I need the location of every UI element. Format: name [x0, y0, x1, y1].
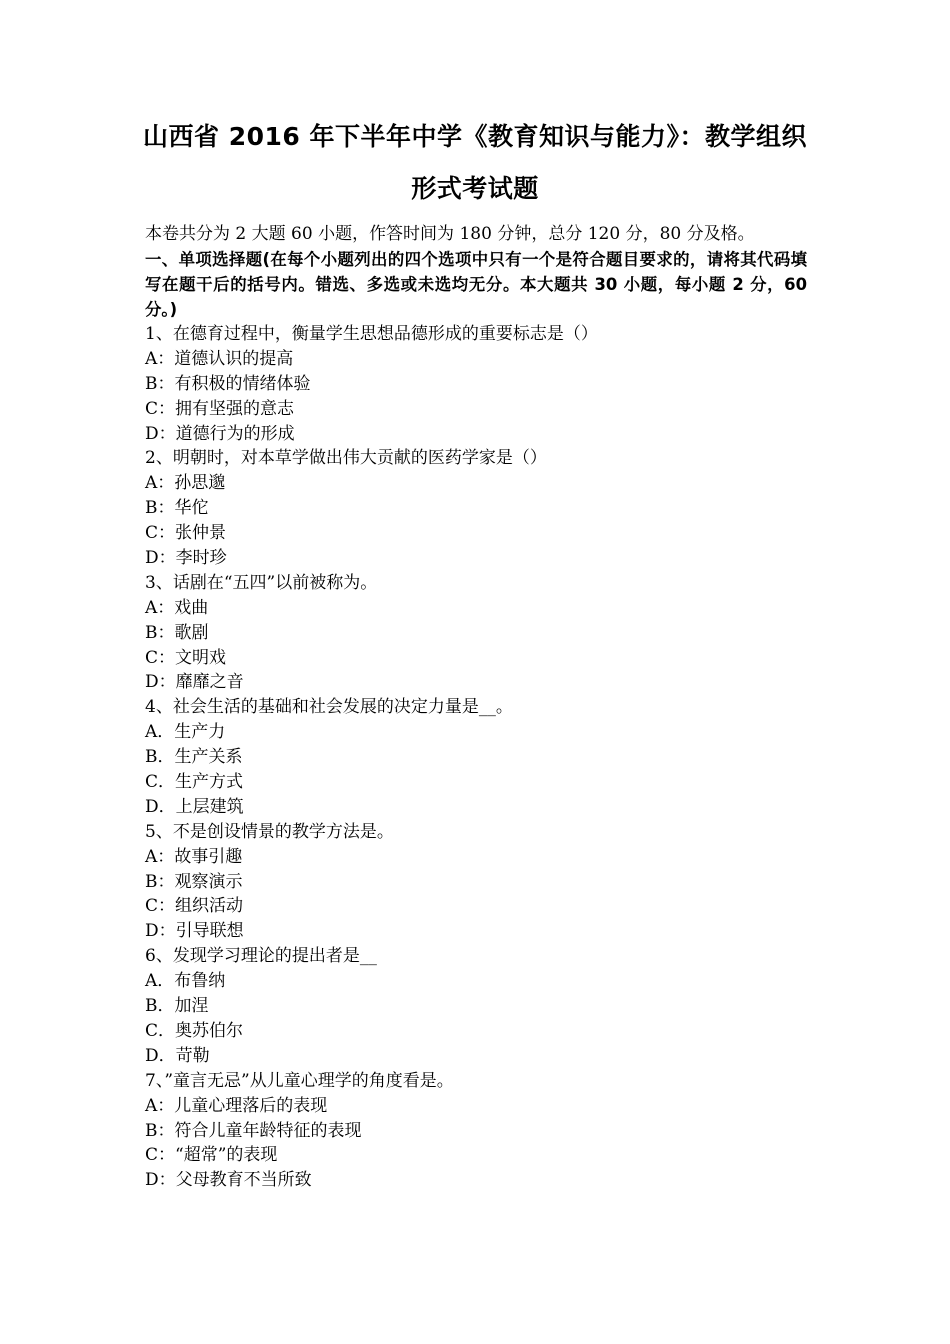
question-stem: 4、社会生活的基础和社会发展的决定力量是__。	[145, 697, 513, 718]
answer-option: C：张仲景	[145, 523, 227, 544]
document-title-line2: 形式考试题	[411, 174, 539, 203]
answer-option: A：戏曲	[145, 597, 209, 618]
question-6	[145, 944, 815, 1068]
answer-option: B：观察演示	[145, 871, 243, 892]
question-stem: 2、明朝时，对本草学做出伟大贡献的医药学家是（）	[145, 448, 547, 469]
question-3	[145, 571, 815, 695]
question-1	[145, 322, 815, 446]
section-instructions: 一、单项选择题(在每个小题列出的四个选项中只有一个是符合题目要求的，请将其代码填写在题干后的括号内。错选、多选或未选均无分。本大题共 30 小题，每小题 2 分，60 分。)	[145, 250, 807, 319]
question-stem: 6、发现学习理论的提出者是__	[145, 946, 377, 967]
question-stem: 3、话剧在“五四”以前被称为。	[145, 572, 378, 593]
answer-option: D：父母教育不当所致	[145, 1170, 312, 1191]
answer-option: D：道德行为的形成	[145, 423, 295, 444]
exam-intro: 本卷共分为 2 大题 60 小题，作答时间为 180 分钟，总分 120 分，80 分及格。	[145, 224, 755, 244]
answer-option: D．上层建筑	[145, 796, 244, 817]
answer-option: C：组织活动	[145, 896, 244, 917]
question-stem: 5、不是创设情景的教学方法是。	[145, 821, 394, 842]
answer-option: C：拥有坚强的意志	[145, 398, 295, 419]
answer-option: B．生产关系	[145, 747, 243, 768]
answer-option: C：文明戏	[145, 647, 227, 668]
answer-option: C．生产方式	[145, 772, 244, 793]
answer-option: A．布鲁纳	[145, 971, 226, 992]
answer-option: D：李时珍	[145, 548, 227, 569]
question-stem: 1、在德育过程中，衡量学生思想品德形成的重要标志是（）	[145, 324, 598, 344]
answer-option: B．加涅	[145, 996, 209, 1017]
question-5	[145, 820, 815, 944]
answer-option: B：歌剧	[145, 622, 209, 643]
answer-option: A：孙思邈	[145, 473, 226, 494]
question-4	[145, 695, 815, 819]
answer-option: A：儿童心理落后的表现	[145, 1095, 328, 1116]
document-title-line1: 山西省 2016 年下半年中学《教育知识与能力》：教学组织	[143, 122, 807, 151]
answer-option: A．生产力	[145, 722, 226, 743]
question-2	[145, 446, 815, 570]
answer-option: B：华佗	[145, 498, 209, 519]
question-stem: 7、”童言无忌”从儿童心理学的角度看是。	[145, 1070, 454, 1091]
answer-option: D．苛勒	[145, 1045, 210, 1066]
answer-option: B：符合儿童年龄特征的表现	[145, 1120, 362, 1141]
question-7	[145, 1069, 815, 1193]
document-body	[145, 222, 815, 1193]
answer-option: D：靡靡之音	[145, 672, 244, 693]
answer-option: D：引导联想	[145, 921, 244, 942]
answer-option: A：故事引趣	[145, 846, 243, 867]
answer-option: B：有积极的情绪体验	[145, 373, 311, 394]
question-list	[145, 322, 815, 1193]
answer-option: C：“超常”的表现	[145, 1145, 278, 1166]
answer-option: A：道德认识的提高	[145, 348, 294, 369]
answer-option: C．奥苏伯尔	[145, 1020, 244, 1041]
